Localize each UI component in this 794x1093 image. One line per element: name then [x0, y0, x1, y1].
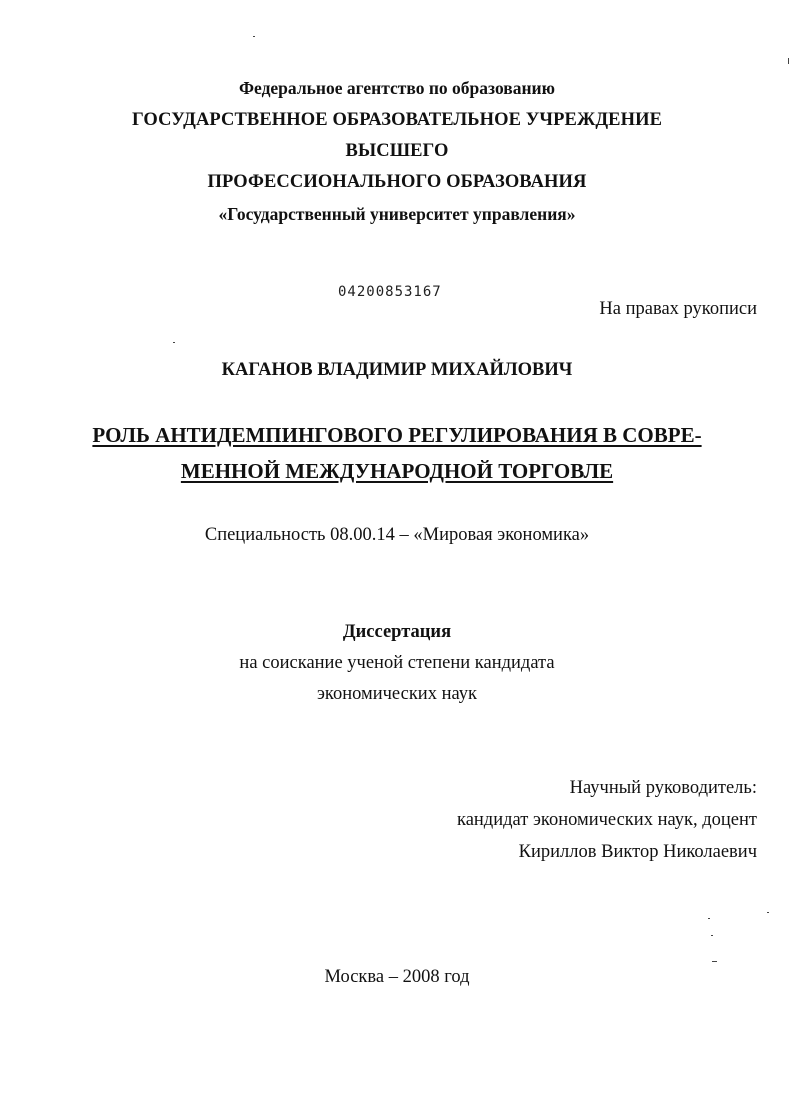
- scan-speck: [712, 961, 717, 962]
- agency-name: Федеральное агентство по образованию: [239, 78, 555, 98]
- manuscript-note: На правах рукописи: [599, 299, 757, 319]
- university-name: «Государственный университет управления»: [218, 204, 576, 224]
- scan-speck: [711, 935, 713, 936]
- thesis-title-line-2: МЕННОЙ МЕЖДУНАРОДНОЙ ТОРГОВЛЕ: [180, 459, 614, 483]
- institution-line-1: ГОСУДАРСТВЕННОЕ ОБРАЗОВАТЕЛЬНОЕ УЧРЕЖДЕНИЕ: [131, 110, 663, 130]
- institution-line-2: ВЫСШЕГО: [345, 141, 449, 161]
- archive-number: 04200853167: [338, 284, 442, 300]
- scan-speck: [767, 912, 769, 913]
- scan-speck: [253, 36, 255, 37]
- author-name: КАГАНОВ ВЛАДИМИР МИХАЙЛОВИЧ: [221, 360, 573, 380]
- degree-line-1: на соискание ученой степени кандидата: [239, 653, 555, 673]
- dissertation-label: Диссертация: [342, 622, 452, 642]
- supervisor-name: Кириллов Виктор Николаевич: [518, 842, 757, 862]
- thesis-title-line-1: РОЛЬ АНТИДЕМПИНГОВОГО РЕГУЛИРОВАНИЯ В СОВРЕ-: [92, 423, 702, 447]
- degree-line-2: экономических наук: [316, 684, 477, 704]
- scan-speck: [788, 58, 789, 64]
- institution-line-3: ПРОФЕССИОНАЛЬНОГО ОБРАЗОВАНИЯ: [207, 172, 587, 192]
- specialty: Специальность 08.00.14 – «Мировая экономика»: [204, 525, 590, 545]
- scan-speck: [173, 342, 175, 343]
- supervisor-label: Научный руководитель:: [569, 778, 757, 798]
- place-and-year: Москва – 2008 год: [324, 967, 470, 987]
- scan-speck: [708, 918, 710, 919]
- supervisor-degree: кандидат экономических наук, доцент: [456, 810, 757, 830]
